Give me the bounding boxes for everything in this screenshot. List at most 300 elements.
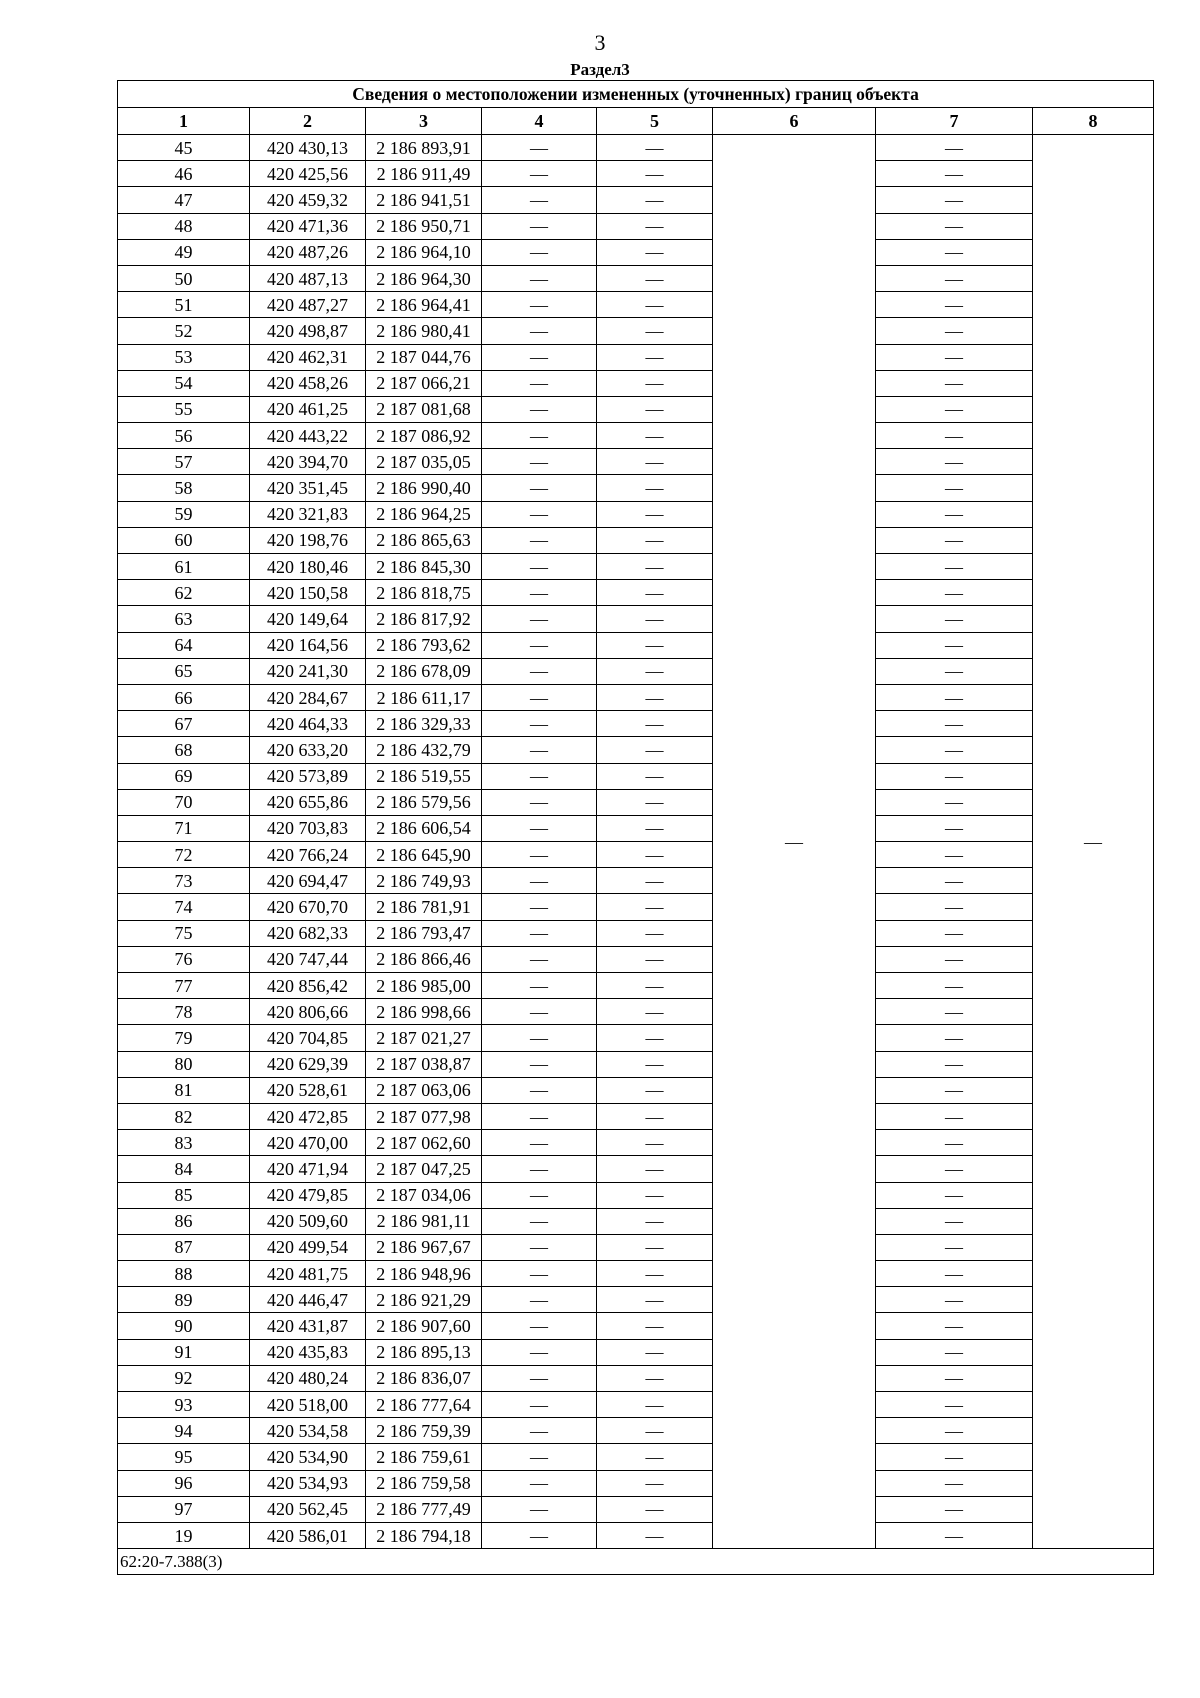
column-4-cell: — <box>482 475 597 501</box>
y-coordinate-cell: 2 186 519,55 <box>366 763 482 789</box>
y-coordinate-cell: 2 186 777,64 <box>366 1392 482 1418</box>
table-row <box>118 789 1154 815</box>
table-row <box>118 973 1154 999</box>
column-4-cell: — <box>482 1444 597 1470</box>
column-4-cell: — <box>482 554 597 580</box>
point-number-cell: 52 <box>118 318 250 344</box>
column-4-cell: — <box>482 973 597 999</box>
point-number-cell: 79 <box>118 1025 250 1051</box>
y-coordinate-cell: 2 187 038,87 <box>366 1051 482 1077</box>
x-coordinate-cell: 420 459,32 <box>250 187 366 213</box>
y-coordinate-cell: 2 186 611,17 <box>366 684 482 710</box>
x-coordinate-cell: 420 528,61 <box>250 1077 366 1103</box>
column-5-cell: — <box>597 1182 713 1208</box>
column-7-cell: — <box>876 1365 1033 1391</box>
table-row <box>118 763 1154 789</box>
point-number-cell: 91 <box>118 1339 250 1365</box>
column-5-cell: — <box>597 789 713 815</box>
column-4-cell: — <box>482 868 597 894</box>
column-7-cell: — <box>876 1234 1033 1260</box>
x-coordinate-cell: 420 471,36 <box>250 213 366 239</box>
column-4-cell: — <box>482 763 597 789</box>
column-4-cell: — <box>482 1208 597 1234</box>
y-coordinate-cell: 2 186 990,40 <box>366 475 482 501</box>
y-coordinate-cell: 2 186 606,54 <box>366 815 482 841</box>
point-number-cell: 92 <box>118 1365 250 1391</box>
column-5-cell: — <box>597 344 713 370</box>
column-5-cell: — <box>597 1077 713 1103</box>
column-5-cell: — <box>597 1130 713 1156</box>
column-5-cell: — <box>597 396 713 422</box>
column-7-cell: — <box>876 1444 1033 1470</box>
point-number-cell: 56 <box>118 423 250 449</box>
column-5-cell: — <box>597 1234 713 1260</box>
column-7-cell: — <box>876 187 1033 213</box>
y-coordinate-cell: 2 187 063,06 <box>366 1077 482 1103</box>
y-coordinate-cell: 2 187 077,98 <box>366 1103 482 1129</box>
column-4-cell: — <box>482 1339 597 1365</box>
column-4-cell: — <box>482 396 597 422</box>
column-4-cell: — <box>482 292 597 318</box>
column-4-cell: — <box>482 135 597 161</box>
table-row <box>118 187 1154 213</box>
column-5-cell: — <box>597 135 713 161</box>
point-number-cell: 89 <box>118 1287 250 1313</box>
column-header-row <box>118 108 1154 135</box>
column-7-cell: — <box>876 1103 1033 1129</box>
column-5-cell: — <box>597 370 713 396</box>
x-coordinate-cell: 420 629,39 <box>250 1051 366 1077</box>
table-row <box>118 946 1154 972</box>
column-4-cell: — <box>482 161 597 187</box>
column-header-1: 1 <box>118 108 250 135</box>
column-5-cell: — <box>597 711 713 737</box>
table-row <box>118 1077 1154 1103</box>
column-4-cell: — <box>482 1522 597 1548</box>
table-row <box>118 1313 1154 1339</box>
column-5-cell: — <box>597 1470 713 1496</box>
y-coordinate-cell: 2 186 865,63 <box>366 527 482 553</box>
point-number-cell: 51 <box>118 292 250 318</box>
table-row <box>118 1156 1154 1182</box>
point-number-cell: 87 <box>118 1234 250 1260</box>
column-header-3: 3 <box>366 108 482 135</box>
column-4-cell: — <box>482 1234 597 1260</box>
point-number-cell: 81 <box>118 1077 250 1103</box>
column-7-cell: — <box>876 1522 1033 1548</box>
column-header-2: 2 <box>250 108 366 135</box>
y-coordinate-cell: 2 186 759,58 <box>366 1470 482 1496</box>
column-4-cell: — <box>482 606 597 632</box>
x-coordinate-cell: 420 241,30 <box>250 658 366 684</box>
x-coordinate-cell: 420 321,83 <box>250 501 366 527</box>
column-7-cell: — <box>876 1470 1033 1496</box>
column-5-cell: — <box>597 239 713 265</box>
column-5-cell: — <box>597 973 713 999</box>
x-coordinate-cell: 420 534,58 <box>250 1418 366 1444</box>
y-coordinate-cell: 2 186 907,60 <box>366 1313 482 1339</box>
column-5-cell: — <box>597 763 713 789</box>
column-5-cell: — <box>597 554 713 580</box>
point-number-cell: 88 <box>118 1261 250 1287</box>
y-coordinate-cell: 2 186 893,91 <box>366 135 482 161</box>
x-coordinate-cell: 420 766,24 <box>250 842 366 868</box>
column-header-4: 4 <box>482 108 597 135</box>
x-coordinate-cell: 420 518,00 <box>250 1392 366 1418</box>
x-coordinate-cell: 420 149,64 <box>250 606 366 632</box>
y-coordinate-cell: 2 186 749,93 <box>366 868 482 894</box>
column-header-6: 6 <box>713 108 876 135</box>
column-7-cell: — <box>876 554 1033 580</box>
y-coordinate-cell: 2 186 964,10 <box>366 239 482 265</box>
point-number-cell: 54 <box>118 370 250 396</box>
point-number-cell: 53 <box>118 344 250 370</box>
column-7-cell: — <box>876 1182 1033 1208</box>
point-number-cell: 19 <box>118 1522 250 1548</box>
column-4-cell: — <box>482 1392 597 1418</box>
table-row <box>118 999 1154 1025</box>
table-row <box>118 1261 1154 1287</box>
column-5-cell: — <box>597 187 713 213</box>
column-5-cell: — <box>597 920 713 946</box>
x-coordinate-cell: 420 351,45 <box>250 475 366 501</box>
column-5-cell: — <box>597 1313 713 1339</box>
table-row <box>118 318 1154 344</box>
table-row <box>118 1208 1154 1234</box>
y-coordinate-cell: 2 186 793,47 <box>366 920 482 946</box>
column-5-cell: — <box>597 815 713 841</box>
table-row <box>118 1182 1154 1208</box>
y-coordinate-cell: 2 186 759,39 <box>366 1418 482 1444</box>
column-4-cell: — <box>482 737 597 763</box>
y-coordinate-cell: 2 186 866,46 <box>366 946 482 972</box>
y-coordinate-cell: 2 186 759,61 <box>366 1444 482 1470</box>
table-row <box>118 501 1154 527</box>
column-4-cell: — <box>482 1287 597 1313</box>
x-coordinate-cell: 420 487,26 <box>250 239 366 265</box>
column-8-merged-cell: — <box>1033 135 1154 1549</box>
y-coordinate-cell: 2 186 794,18 <box>366 1522 482 1548</box>
x-coordinate-cell: 420 498,87 <box>250 318 366 344</box>
column-4-cell: — <box>482 501 597 527</box>
table-row <box>118 475 1154 501</box>
column-5-cell: — <box>597 1103 713 1129</box>
table-row <box>118 265 1154 291</box>
column-5-cell: — <box>597 842 713 868</box>
table-row <box>118 815 1154 841</box>
x-coordinate-cell: 420 703,83 <box>250 815 366 841</box>
table-row <box>118 1496 1154 1522</box>
column-7-cell: — <box>876 265 1033 291</box>
column-5-cell: — <box>597 1261 713 1287</box>
column-5-cell: — <box>597 1208 713 1234</box>
column-7-cell: — <box>876 920 1033 946</box>
x-coordinate-cell: 420 806,66 <box>250 999 366 1025</box>
column-4-cell: — <box>482 920 597 946</box>
y-coordinate-cell: 2 187 034,06 <box>366 1182 482 1208</box>
column-7-cell: — <box>876 213 1033 239</box>
table-row <box>118 1418 1154 1444</box>
point-number-cell: 93 <box>118 1392 250 1418</box>
column-5-cell: — <box>597 161 713 187</box>
point-number-cell: 85 <box>118 1182 250 1208</box>
x-coordinate-cell: 420 425,56 <box>250 161 366 187</box>
column-4-cell: — <box>482 946 597 972</box>
point-number-cell: 76 <box>118 946 250 972</box>
boundary-coordinates-table <box>117 80 1154 1575</box>
column-7-cell: — <box>876 1156 1033 1182</box>
table-row <box>118 213 1154 239</box>
y-coordinate-cell: 2 186 967,67 <box>366 1234 482 1260</box>
y-coordinate-cell: 2 187 021,27 <box>366 1025 482 1051</box>
column-7-cell: — <box>876 894 1033 920</box>
x-coordinate-cell: 420 150,58 <box>250 580 366 606</box>
column-5-cell: — <box>597 1496 713 1522</box>
column-5-cell: — <box>597 265 713 291</box>
column-4-cell: — <box>482 1418 597 1444</box>
x-coordinate-cell: 420 164,56 <box>250 632 366 658</box>
column-4-cell: — <box>482 213 597 239</box>
column-4-cell: — <box>482 1051 597 1077</box>
point-number-cell: 90 <box>118 1313 250 1339</box>
column-5-cell: — <box>597 1392 713 1418</box>
column-7-cell: — <box>876 1261 1033 1287</box>
column-7-cell: — <box>876 1313 1033 1339</box>
point-number-cell: 77 <box>118 973 250 999</box>
column-7-cell: — <box>876 1051 1033 1077</box>
column-4-cell: — <box>482 1313 597 1339</box>
y-coordinate-cell: 2 186 980,41 <box>366 318 482 344</box>
y-coordinate-cell: 2 186 895,13 <box>366 1339 482 1365</box>
column-4-cell: — <box>482 1103 597 1129</box>
column-4-cell: — <box>482 658 597 684</box>
table-row <box>118 554 1154 580</box>
x-coordinate-cell: 420 471,94 <box>250 1156 366 1182</box>
y-coordinate-cell: 2 186 998,66 <box>366 999 482 1025</box>
column-4-cell: — <box>482 999 597 1025</box>
x-coordinate-cell: 420 470,00 <box>250 1130 366 1156</box>
y-coordinate-cell: 2 186 948,96 <box>366 1261 482 1287</box>
y-coordinate-cell: 2 186 432,79 <box>366 737 482 763</box>
y-coordinate-cell: 2 186 793,62 <box>366 632 482 658</box>
y-coordinate-cell: 2 186 645,90 <box>366 842 482 868</box>
y-coordinate-cell: 2 187 066,21 <box>366 370 482 396</box>
column-5-cell: — <box>597 946 713 972</box>
x-coordinate-cell: 420 586,01 <box>250 1522 366 1548</box>
table-row <box>118 1392 1154 1418</box>
table-row <box>118 1130 1154 1156</box>
x-coordinate-cell: 420 509,60 <box>250 1208 366 1234</box>
column-7-cell: — <box>876 475 1033 501</box>
page-number: 3 <box>594 30 606 55</box>
column-5-cell: — <box>597 449 713 475</box>
column-4-cell: — <box>482 815 597 841</box>
column-7-cell: — <box>876 423 1033 449</box>
x-coordinate-cell: 420 694,47 <box>250 868 366 894</box>
table-caption: Сведения о местоположении измененных (уточненных) границ объекта <box>118 81 1154 108</box>
table-row <box>118 292 1154 318</box>
column-7-cell: — <box>876 1418 1033 1444</box>
column-5-cell: — <box>597 1522 713 1548</box>
column-header-7: 7 <box>876 108 1033 135</box>
point-number-cell: 50 <box>118 265 250 291</box>
column-7-cell: — <box>876 239 1033 265</box>
table-row <box>118 1051 1154 1077</box>
column-4-cell: — <box>482 842 597 868</box>
column-4-cell: — <box>482 187 597 213</box>
table-footer-row <box>118 1549 1154 1575</box>
column-4-cell: — <box>482 423 597 449</box>
column-5-cell: — <box>597 1287 713 1313</box>
point-number-cell: 65 <box>118 658 250 684</box>
x-coordinate-cell: 420 461,25 <box>250 396 366 422</box>
column-5-cell: — <box>597 1444 713 1470</box>
table-row <box>118 737 1154 763</box>
x-coordinate-cell: 420 180,46 <box>250 554 366 580</box>
column-5-cell: — <box>597 213 713 239</box>
point-number-cell: 49 <box>118 239 250 265</box>
table-row <box>118 868 1154 894</box>
y-coordinate-cell: 2 186 777,49 <box>366 1496 482 1522</box>
table-row <box>118 1444 1154 1470</box>
point-number-cell: 73 <box>118 868 250 894</box>
column-7-cell: — <box>876 946 1033 972</box>
point-number-cell: 45 <box>118 135 250 161</box>
x-coordinate-cell: 420 284,67 <box>250 684 366 710</box>
x-coordinate-cell: 420 856,42 <box>250 973 366 999</box>
column-7-cell: — <box>876 763 1033 789</box>
column-7-cell: — <box>876 1392 1033 1418</box>
x-coordinate-cell: 420 462,31 <box>250 344 366 370</box>
table-row <box>118 606 1154 632</box>
x-coordinate-cell: 420 431,87 <box>250 1313 366 1339</box>
table-row <box>118 920 1154 946</box>
point-number-cell: 62 <box>118 580 250 606</box>
x-coordinate-cell: 420 481,75 <box>250 1261 366 1287</box>
column-5-cell: — <box>597 475 713 501</box>
point-number-cell: 96 <box>118 1470 250 1496</box>
column-4-cell: — <box>482 527 597 553</box>
table-row <box>118 658 1154 684</box>
x-coordinate-cell: 420 682,33 <box>250 920 366 946</box>
point-number-cell: 74 <box>118 894 250 920</box>
column-5-cell: — <box>597 894 713 920</box>
column-7-cell: — <box>876 161 1033 187</box>
column-7-cell: — <box>876 292 1033 318</box>
point-number-cell: 66 <box>118 684 250 710</box>
column-4-cell: — <box>482 684 597 710</box>
column-4-cell: — <box>482 1025 597 1051</box>
table-row <box>118 135 1154 161</box>
x-coordinate-cell: 420 458,26 <box>250 370 366 396</box>
column-4-cell: — <box>482 1470 597 1496</box>
column-4-cell: — <box>482 1156 597 1182</box>
point-number-cell: 86 <box>118 1208 250 1234</box>
y-coordinate-cell: 2 186 911,49 <box>366 161 482 187</box>
column-7-cell: — <box>876 658 1033 684</box>
column-5-cell: — <box>597 632 713 658</box>
column-4-cell: — <box>482 449 597 475</box>
point-number-cell: 67 <box>118 711 250 737</box>
y-coordinate-cell: 2 186 981,11 <box>366 1208 482 1234</box>
table-row <box>118 1025 1154 1051</box>
point-number-cell: 95 <box>118 1444 250 1470</box>
y-coordinate-cell: 2 186 678,09 <box>366 658 482 684</box>
column-5-cell: — <box>597 527 713 553</box>
point-number-cell: 80 <box>118 1051 250 1077</box>
column-5-cell: — <box>597 868 713 894</box>
column-5-cell: — <box>597 684 713 710</box>
column-4-cell: — <box>482 1182 597 1208</box>
y-coordinate-cell: 2 186 579,56 <box>366 789 482 815</box>
table-row <box>118 1234 1154 1260</box>
column-header-5: 5 <box>597 108 713 135</box>
column-7-cell: — <box>876 1025 1033 1051</box>
point-number-cell: 61 <box>118 554 250 580</box>
column-7-cell: — <box>876 318 1033 344</box>
column-7-cell: — <box>876 606 1033 632</box>
x-coordinate-cell: 420 472,85 <box>250 1103 366 1129</box>
x-coordinate-cell: 420 446,47 <box>250 1287 366 1313</box>
column-4-cell: — <box>482 318 597 344</box>
column-header-8: 8 <box>1033 108 1154 135</box>
column-4-cell: — <box>482 632 597 658</box>
y-coordinate-cell: 2 186 781,91 <box>366 894 482 920</box>
column-5-cell: — <box>597 737 713 763</box>
column-7-cell: — <box>876 1496 1033 1522</box>
y-coordinate-cell: 2 186 818,75 <box>366 580 482 606</box>
column-4-cell: — <box>482 1496 597 1522</box>
column-7-cell: — <box>876 1287 1033 1313</box>
x-coordinate-cell: 420 487,13 <box>250 265 366 291</box>
y-coordinate-cell: 2 187 062,60 <box>366 1130 482 1156</box>
y-coordinate-cell: 2 187 081,68 <box>366 396 482 422</box>
column-5-cell: — <box>597 1156 713 1182</box>
column-4-cell: — <box>482 239 597 265</box>
x-coordinate-cell: 420 443,22 <box>250 423 366 449</box>
column-7-cell: — <box>876 527 1033 553</box>
table-row <box>118 684 1154 710</box>
x-coordinate-cell: 420 670,70 <box>250 894 366 920</box>
y-coordinate-cell: 2 186 817,92 <box>366 606 482 632</box>
section-title: Раздел3 <box>570 60 630 79</box>
x-coordinate-cell: 420 479,85 <box>250 1182 366 1208</box>
column-7-cell: — <box>876 789 1033 815</box>
table-row <box>118 370 1154 396</box>
table-caption-row <box>118 81 1154 108</box>
point-number-cell: 70 <box>118 789 250 815</box>
column-5-cell: — <box>597 1051 713 1077</box>
y-coordinate-cell: 2 187 047,25 <box>366 1156 482 1182</box>
column-7-cell: — <box>876 1208 1033 1234</box>
y-coordinate-cell: 2 186 836,07 <box>366 1365 482 1391</box>
column-7-cell: — <box>876 815 1033 841</box>
column-4-cell: — <box>482 894 597 920</box>
column-7-cell: — <box>876 580 1033 606</box>
point-number-cell: 82 <box>118 1103 250 1129</box>
table-body <box>118 135 1154 1549</box>
y-coordinate-cell: 2 186 964,25 <box>366 501 482 527</box>
point-number-cell: 47 <box>118 187 250 213</box>
column-5-cell: — <box>597 606 713 632</box>
x-coordinate-cell: 420 464,33 <box>250 711 366 737</box>
x-coordinate-cell: 420 655,86 <box>250 789 366 815</box>
point-number-cell: 46 <box>118 161 250 187</box>
x-coordinate-cell: 420 534,90 <box>250 1444 366 1470</box>
x-coordinate-cell: 420 394,70 <box>250 449 366 475</box>
y-coordinate-cell: 2 186 985,00 <box>366 973 482 999</box>
table-row <box>118 239 1154 265</box>
